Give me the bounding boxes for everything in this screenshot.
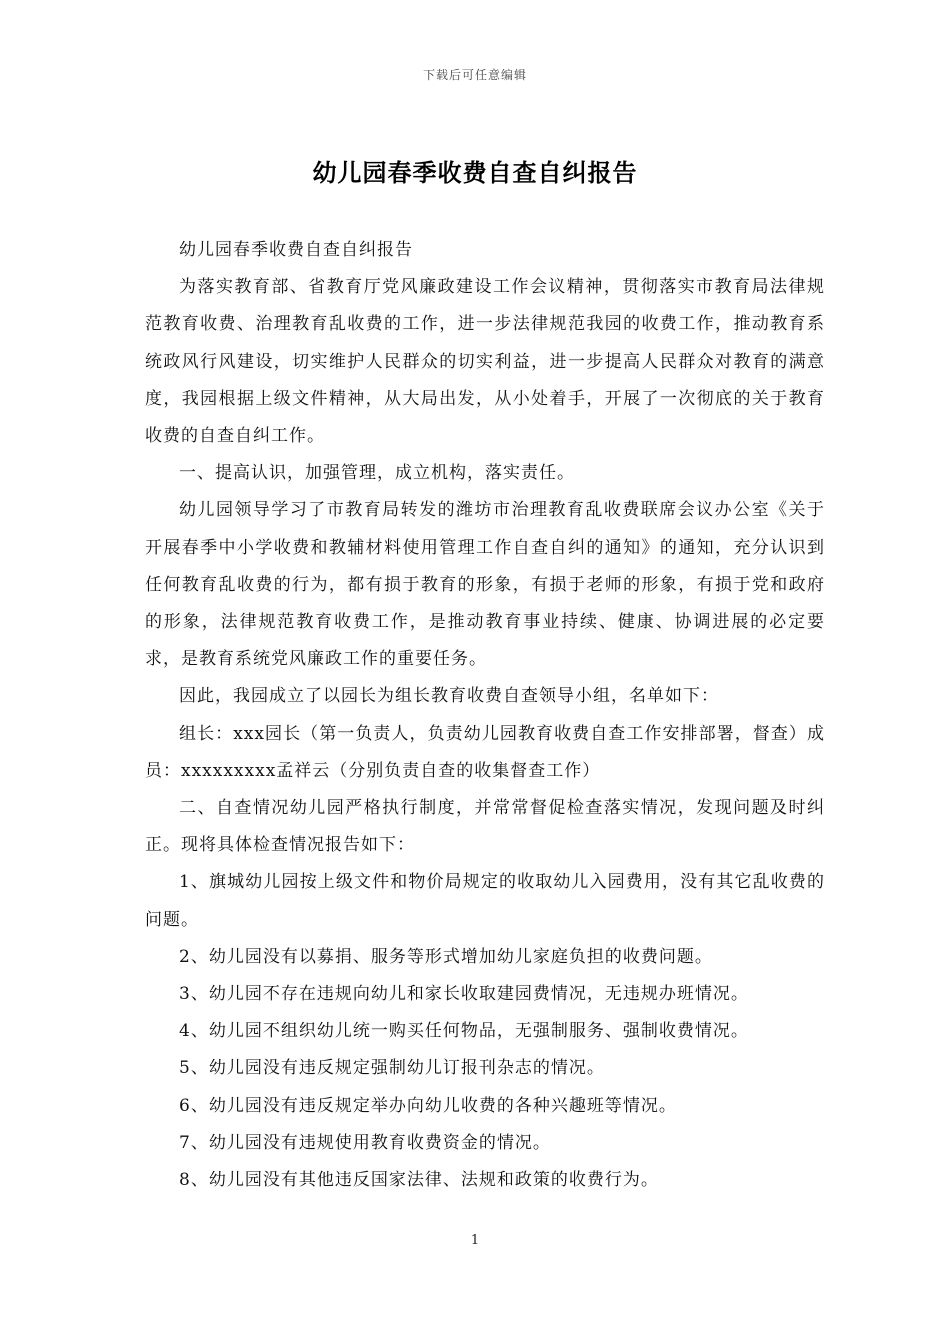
list-item-2: 2、幼儿园没有以募捐、服务等形式增加幼儿家庭负担的收费问题。 <box>179 946 713 967</box>
list-item-6: 6、幼儿园没有违反规定举办向幼儿收费的各种兴趣班等情况。 <box>179 1095 677 1116</box>
document-title: 幼儿园春季收费自查自纠报告 <box>312 159 638 187</box>
paragraph-intro: 为落实教育部、省教育厅党风廉政建设工作会议精神，贯彻落实市教育局法律规范教育收费、治理教育乱收费的工作，进一步法律规范我园的收费工作，推动教育系统政风行风建设，切实维护人民群众的切实利益，进一步提高人民群众对教育的满意度，我园根据上级文件精神，从大局出发，从小处着手，开展了一次彻底的关于教育收费的自查自纠工作。 <box>145 277 825 447</box>
section-heading-2: 二、自查情况幼儿园严格执行制度，并常常督促检查落实情况，发现问题及时纠正。现将具体检查情况报告如下： <box>145 798 825 856</box>
paragraph-subtitle: 幼儿园春季收费自查自纠报告 <box>179 240 413 260</box>
list-item-1: 1、旗城幼儿园按上级文件和物价局规定的收取幼儿入园费用，没有其它乱收费的问题。 <box>145 872 825 930</box>
section-heading-1: 一、提高认识，加强管理，成立机构，落实责任。 <box>179 463 575 484</box>
header-note: 下载后可任意编辑 <box>422 68 527 82</box>
document-body <box>145 232 825 1199</box>
list-item-8: 8、幼儿园没有其他违反国家法律、法规和政策的收费行为。 <box>179 1170 659 1191</box>
list-item-7: 7、幼儿园没有违规使用教育收费资金的情况。 <box>179 1132 551 1153</box>
paragraph-group: 因此，我园成立了以园长为组长教育收费自查领导小组，名单如下： <box>179 686 719 707</box>
page-number: 1 <box>470 1233 480 1248</box>
list-item-3: 3、幼儿园不存在违规向幼儿和家长收取建园费情况，无违规办班情况。 <box>179 984 749 1005</box>
paragraph-members: 组长：xxx园长（第一负责人，负责幼儿园教育收费自查工作安排部署，督查）成员：xxxxxxxxx孟祥云（分别负责自查的收集督查工作） <box>145 723 825 781</box>
paragraph-study: 幼儿园领导学习了市教育局转发的潍坊市治理教育乱收费联席会议办公室《关于开展春季中小学收费和教辅材料使用管理工作自查自纠的通知》的通知，充分认识到任何教育乱收费的行为，都有损于教育的形象，有损于老师的形象，有损于党和政府的形象，法律规范教育收费工作，是推动教育事业持续、健康、协调进展的必定要求，是教育系统党风廉政工作的重要任务。 <box>145 500 825 670</box>
list-item-4: 4、幼儿园不组织幼儿统一购买任何物品，无强制服务、强制收费情况。 <box>179 1021 749 1042</box>
list-item-5: 5、幼儿园没有违反规定强制幼儿订报刊杂志的情况。 <box>179 1058 605 1079</box>
